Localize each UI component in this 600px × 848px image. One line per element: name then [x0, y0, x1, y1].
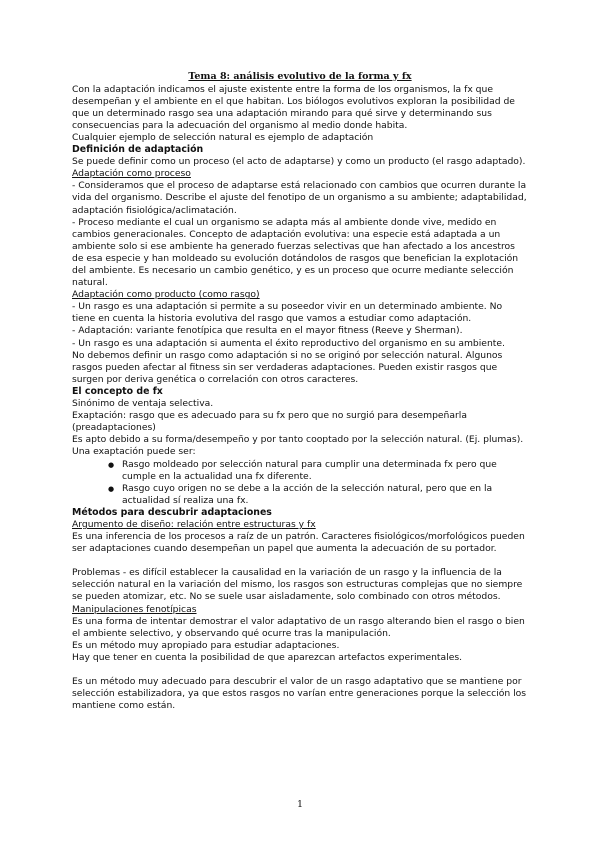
- fx-paragraph-3: Es apto debido a su forma/desempeño y por tanto cooptado por la selección natural. (Ej. plumas).: [72, 434, 524, 446]
- section-heading-metodos: Métodos para descubrir adaptaciones: [72, 506, 272, 518]
- producto-paragraph-1: - Un rasgo es una adaptación si permite a su poseedor vivir en un determinado ambiente. No tiene en cuenta la historia evolutiva del rasgo que vamos a estudiar como adaptación.: [72, 301, 503, 325]
- subheading-diseno: Argumento de diseño: relación entre estructuras y fx: [72, 518, 316, 530]
- paragraph-spacer: [72, 555, 528, 567]
- manip-paragraph-2: Es un método muy apropiado para estudiar adaptaciones.: [72, 639, 340, 651]
- intro-paragraph: Con la adaptación indicamos el ajuste existente entre la forma de los organismos, la fx que desempeñan y el ambiente en el que habitan. Los biólogos evolutivos exploran la posibilidad de que un determinado rasgo sea una adaptación mirando para qué sirve y determinando sus consecuencias para la adecuación del organismo al medio donde habita.: [72, 83, 515, 131]
- definition-paragraph: Se puede definir como un proceso (el acto de adaptarse) y como un producto (el rasgo adaptado).: [72, 156, 526, 168]
- intro-note: Cualquier ejemplo de selección natural es ejemplo de adaptación: [72, 131, 374, 143]
- manip-paragraph-1: Es una forma de intentar demostrar el valor adaptativo de un rasgo alterando bien el rasgo o bien el ambiente selectivo, y observando qué ocurre tras la manipulación.: [72, 615, 525, 639]
- section-heading-fx: El concepto de fx: [72, 385, 163, 397]
- producto-paragraph-2: - Adaptación: variante fenotípica que resulta en el mayor fitness (Reeve y Sherman).: [72, 325, 463, 337]
- page-number: 1: [296, 799, 304, 810]
- list-item: ● Rasgo moldeado por selección natural para cumplir una determinada fx pero que cumple en la actualidad una fx diferente.: [108, 459, 528, 483]
- subheading-manipulaciones: Manipulaciones fenotípicas: [72, 603, 197, 615]
- fx-paragraph-1: Sinónimo de ventaja selectiva.: [72, 398, 214, 410]
- list-item: ● Rasgo cuyo origen no se debe a la acción de la selección natural, pero que en la actualidad sí realiza una fx.: [108, 483, 528, 507]
- section-heading-definicion: Definición de adaptación: [72, 144, 204, 156]
- page-title: Tema 8: análisis evolutivo de la forma y fx: [188, 71, 412, 82]
- producto-paragraph-4: No debemos definir un rasgo como adaptación si no se originó por selección natural. Algunos rasgos pueden afectar al fitness sin ser verdaderas adaptaciones. Pueden existir rasgos que surgen por deriva genética o correlación con otros caracteres.: [72, 349, 503, 385]
- final-paragraph: Es un método muy adecuado para descubrir el valor de un rasgo adaptativo que se mantiene por selección estabilizadora, ya que estos rasgos no varían entre generaciones porque la selección los mantiene como están.: [72, 676, 527, 712]
- proceso-paragraph-2: - Proceso mediante el cual un organismo se adapta más al ambiente donde vive, medido en cambios generacionales. Concepto de adaptación evolutiva: una especie está adaptada a un ambiente solo si ese ambiente ha generado fuerzas selectivas que han afectado a los ancestros de esa especie y han moldeado su evolución dotándolos de rasgos que benefician la explotación del ambiente. Es necesario un cambio genético, y es un proceso que ocurre mediante selección natural.: [72, 216, 519, 289]
- subheading-producto: Adaptación como producto (como rasgo): [72, 289, 260, 301]
- exaptation-list: [72, 459, 528, 507]
- proceso-paragraph-1: - Consideramos que el proceso de adaptarse está relacionado con cambios que ocurren durante la vida del organismo. Describe el ajuste del fenotipo de un organismo a su ambiente; adaptabilidad, adaptación fisiológica/aclimatación.: [72, 180, 527, 216]
- producto-paragraph-3: - Un rasgo es una adaptación si aumenta el éxito reproductivo del organismo en su ambiente.: [72, 337, 505, 349]
- diseno-paragraph-1: Es una inferencia de los procesos a raíz de un patrón. Caracteres fisiológicos/morfológicos pueden ser adaptaciones cuando desempeñan un papel que aumenta la adecuación de su portador.: [72, 531, 525, 555]
- subheading-proceso: Adaptación como proceso: [72, 168, 191, 180]
- fx-paragraph-2: Exaptación: rasgo que es adecuado para su fx pero que no surgió para desempeñarla (preadaptaciones): [72, 410, 467, 434]
- manip-paragraph-3: Hay que tener en cuenta la posibilidad de que aparezcan artefactos experimentales.: [72, 651, 463, 663]
- fx-paragraph-4: Una exaptación puede ser:: [72, 446, 196, 458]
- diseno-paragraph-2: Problemas - es difícil establecer la causalidad en la variación de un rasgo y la influencia de la selección natural en la variación del mismo, los rasgos son estructuras complejas que no siempre se pueden atomizar, etc. No se suele usar aisladamente, solo combinado con otros métodos.: [72, 567, 523, 603]
- paragraph-spacer: [72, 664, 528, 676]
- document-body: [72, 71, 528, 712]
